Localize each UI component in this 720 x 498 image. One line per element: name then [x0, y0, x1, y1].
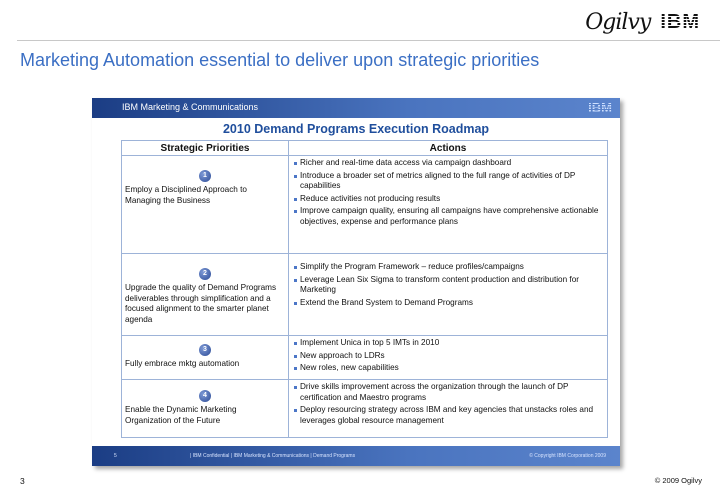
roadmap-title: 2010 Demand Programs Execution Roadmap [222, 122, 490, 136]
embedded-ibm-logo: IBM [588, 100, 612, 115]
action-item: Leverage Lean Six Sigma to transform content production and distribution for Marketing [293, 275, 605, 296]
slide-title: Marketing Automation essential to deliver upon strategic priorities [20, 50, 540, 70]
priority-number-badge: 2 [199, 268, 211, 280]
priority-cell [122, 336, 289, 380]
actions-cell [289, 336, 608, 380]
priority-number-badge: 1 [199, 170, 211, 182]
column-header-actions: Actions [289, 141, 608, 156]
slide-copyright: © 2009 Ogilvy [654, 476, 702, 485]
embedded-slide [92, 98, 620, 466]
column-header-priorities: Strategic Priorities [122, 141, 289, 156]
action-item: Introduce a broader set of metrics aligned to the full range of activities of DP capabilities [293, 171, 605, 192]
top-divider [17, 40, 720, 41]
priority-cell [122, 156, 289, 254]
ibm-logo: IBM [660, 11, 700, 33]
priority-text: Employ a Disciplined Approach to Managing the Business [125, 185, 247, 205]
ogilvy-logo: Ogilvy [585, 10, 651, 35]
action-item: New roles, new capabilities [293, 363, 605, 374]
priority-text: Upgrade the quality of Demand Programs deliverables through simplification and a focused alignment to the smarter planet agenda [125, 283, 277, 324]
priority-number-badge: 3 [199, 344, 211, 356]
table-row [122, 254, 608, 336]
action-item: Richer and real-time data access via campaign dashboard [293, 158, 605, 169]
priority-cell [122, 254, 289, 336]
actions-cell [289, 254, 608, 336]
table-row [122, 156, 608, 254]
embedded-confidential-label: | IBM Confidential | IBM Marketing & Communications | Demand Programs [190, 453, 356, 459]
roadmap-table [121, 140, 608, 438]
action-item: Deploy resourcing strategy across IBM and key agencies that unstacks roles and leverages global resource management [293, 405, 605, 426]
page-number: 3 [20, 476, 25, 486]
priority-cell [122, 380, 289, 438]
table-row [122, 336, 608, 380]
action-item: New approach to LDRs [293, 351, 605, 362]
embedded-page-number: 5 [114, 453, 117, 459]
action-item: Improve campaign quality, ensuring all campaigns have comprehensive actionable objectives, expense and performance plans [293, 206, 605, 227]
action-item: Drive skills improvement across the organization through the launch of DP certification and Maestro programs [293, 382, 605, 403]
brand-logos [585, 10, 700, 35]
table-row [122, 380, 608, 438]
action-item: Simplify the Program Framework – reduce profiles/campaigns [293, 262, 605, 273]
action-item: Reduce activities not producing results [293, 194, 605, 205]
embedded-slide-footer [92, 446, 620, 466]
actions-cell [289, 380, 608, 438]
actions-cell [289, 156, 608, 254]
priority-number-badge: 4 [199, 390, 211, 402]
priority-text: Enable the Dynamic Marketing Organization of the Future [125, 405, 237, 425]
priority-text: Fully embrace mktg automation [125, 359, 240, 368]
embedded-header-label: IBM Marketing & Communications [122, 102, 259, 112]
embedded-copyright: © Copyright IBM Corporation 2009 [529, 453, 606, 459]
action-item: Implement Unica in top 5 IMTs in 2010 [293, 338, 605, 349]
embedded-slide-header [92, 98, 620, 118]
table-header-row [122, 141, 608, 156]
action-item: Extend the Brand System to Demand Programs [293, 298, 605, 309]
